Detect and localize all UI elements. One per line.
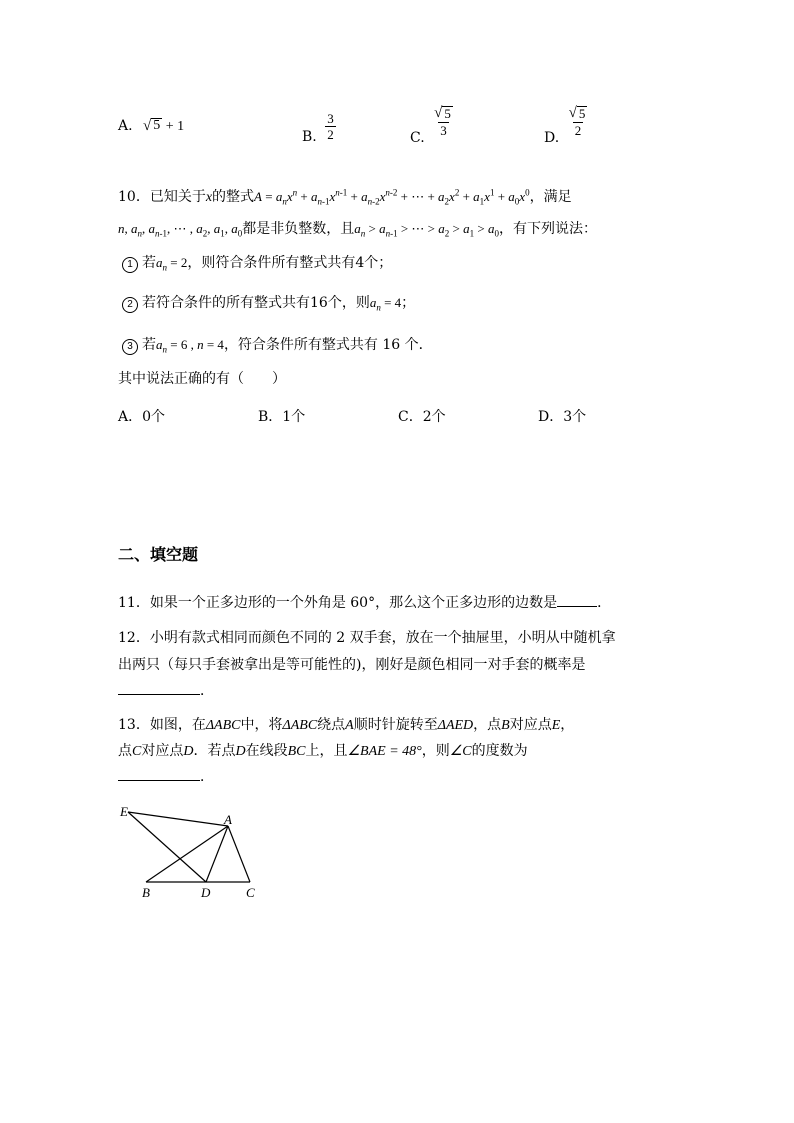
- fraction-sqrt5-3: √ 5 3: [434, 105, 451, 138]
- q9-option-c: [410, 105, 454, 146]
- label-A: A: [224, 812, 232, 827]
- q10-option-d: D．3个: [538, 409, 587, 425]
- polynomial-formula: $A = a_nx^n + a_{n-1}x^{n-1} + a_{n-2}x^{n-2}$ + ⋯ + $a_2x^2 + a_1x^1 + a_0x^0$: [254, 187, 530, 207]
- q13-line2: 点C对应点D．若点D在线段BC上，且∠BAE = 48°，则∠C的度数为: [118, 743, 528, 759]
- q12-line1: 12．小明有款式相同而颜色不同的 2 双手套，放在一个抽屉里，小明从中随机拿: [118, 630, 616, 646]
- label-C: C: [246, 885, 255, 900]
- answer-blank: [118, 694, 200, 695]
- q12-line2: 出两只（每只手套被拿出是等可能性的)，刚好是颜色相同一对手套的概率是: [118, 657, 586, 673]
- q13-line1: 13．如图，在ΔABC中，将ΔABC绕点A顺时针旋转至ΔAED，点B对应点E，: [118, 717, 575, 733]
- q9-option-d: [544, 105, 588, 146]
- segment-AC: [228, 826, 250, 882]
- q10-question: 其中说法正确的有（ ）: [118, 371, 286, 387]
- answer-blank: [118, 780, 200, 781]
- q9-option-a: [118, 118, 184, 135]
- inequality-chain: $a_n > a_{n-1}$ > ⋯ > $a_2 > a_1 > a_0$: [354, 221, 499, 239]
- coefficient-list: n, $a_n$, $a_{n-1}$, ⋯ , $a_2$, $a_1$, $a_0$: [118, 221, 243, 239]
- answer-blank: [557, 606, 597, 607]
- segment-AB: [146, 826, 228, 882]
- q10-option-c: C．2个: [398, 409, 446, 425]
- label-B: B: [142, 885, 150, 900]
- sqrt-5: √ 5: [143, 118, 161, 134]
- label-E: E: [120, 804, 128, 819]
- circled-number-1: 1: [122, 257, 138, 273]
- circled-number-2: 2: [122, 297, 138, 313]
- segment-ED: [128, 812, 206, 882]
- q9-option-b: [302, 111, 336, 145]
- q13-line3: ．: [118, 766, 214, 786]
- fraction-3-2: $\frac{3}{2}$: [327, 111, 334, 142]
- q9-option-d-label: D.: [544, 129, 560, 146]
- q10-statement-1: 1 若$a_n = 2$，则符合条件所有整式共有4个；: [122, 252, 392, 273]
- circled-number-3: 3: [122, 339, 138, 355]
- segment-EA: [128, 812, 228, 826]
- fraction-sqrt5-2: √ 5 2: [568, 105, 586, 138]
- q9-option-a-label: A.: [118, 118, 133, 134]
- triangle-rotation-figure: [110, 800, 280, 910]
- section-title: 二、填空题: [118, 545, 199, 564]
- label-D: D: [201, 885, 211, 900]
- q11: 11．如果一个正多边形的一个外角是 60°，那么这个正多边形的边数是 ．: [118, 595, 612, 611]
- q9-option-c-label: C.: [410, 129, 425, 146]
- q10-statement-2: 2 若符合条件的所有整式共有16个，则$a_n = 4$；: [122, 292, 415, 313]
- segment-AD: [206, 826, 228, 882]
- q9-option-b-label: B.: [302, 128, 317, 145]
- q12-line3: ．: [118, 680, 214, 700]
- q10-statement-3: 3 若$a_n = 6$ , n = 4，符合条件所有整式共有 16 个．: [122, 334, 433, 355]
- q10-line2: n, $a_n$, $a_{n-1}$, ⋯ , $a_2$, $a_1$, $a_0$都是非负整数，且$a_n > a_{n-1}$ > ⋯ > $a_2 > a_1 > a_0$，有下列说法：: [118, 221, 597, 239]
- q9-option-a-rest: + 1: [162, 119, 185, 134]
- q10-option-a: A．0个: [118, 409, 166, 425]
- q10-line1: 10．已知关于x的整式$A = a_nx^n + a_{n-1}x^{n-1} + a_{n-2}x^{n-2}$ + ⋯ + $a_2x^2 + a_1x^1 + a_0x^0$，满足: [118, 187, 572, 207]
- q10-option-b: B．1个: [258, 409, 306, 425]
